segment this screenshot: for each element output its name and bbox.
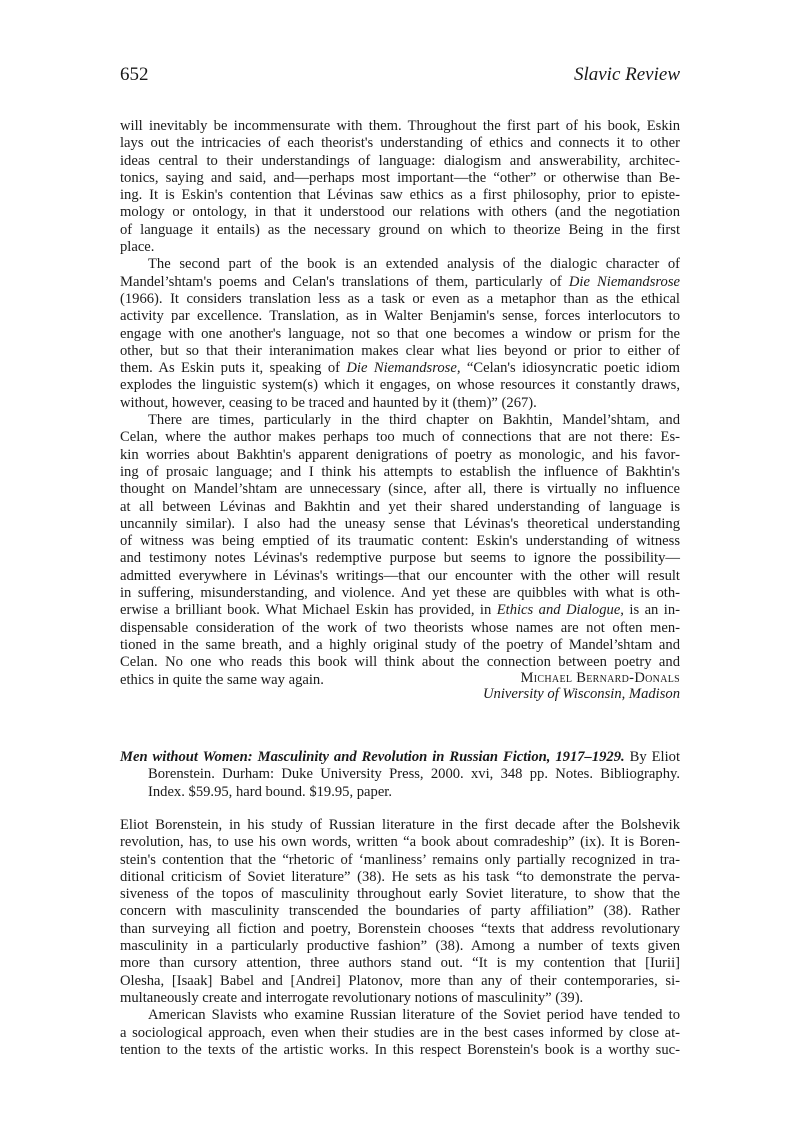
italic-title: Ethics and Dialogue, [496, 602, 624, 619]
page-number: 652 [120, 64, 149, 85]
text-line [120, 447, 680, 464]
text-line [120, 204, 680, 221]
text-line [120, 395, 680, 412]
text-line [120, 869, 680, 886]
text-run: of witness was being emptied of its traumatic content: Eskin's understanding of witness [120, 533, 680, 550]
text-run: dispensable consideration of the work of two theorists whose names are not often men- [120, 619, 680, 636]
text-run: a sociological approach, even when their studies are in the best cases informed by close at- [120, 1024, 680, 1041]
text-line [120, 118, 680, 135]
text-line [120, 817, 680, 834]
text-line [120, 429, 680, 446]
text-run: By Eliot [624, 749, 681, 765]
text-line [120, 274, 680, 291]
text-line [120, 784, 680, 801]
reviewer-name: Michael Bernard-Donals [520, 670, 680, 686]
text-run: in suffering, misunderstanding, and violence. And yet these are quibbles with what is oth- [120, 585, 680, 602]
text-run: tonics, saying and said, and—perhaps most important—the “other” or otherwise than Be- [120, 169, 680, 186]
reviewer-affiliation: University of Wisconsin, Madison [482, 686, 680, 702]
text-line [120, 550, 680, 567]
text-run: them. As Eskin puts it, speaking of [120, 360, 347, 377]
text-run: ethics in quite the same way again. [120, 671, 324, 688]
text-run: Olesha, [Isaak] Babel and [Andrei] Platonov, more than any of their contemporaries, si- [120, 972, 680, 989]
text-line [120, 852, 680, 869]
text-run: There are times, particularly in the third chapter on Bakhtin, Mandel’shtam, and [148, 412, 680, 429]
text-run: “Celan's idiosyncratic poetic idiom [460, 360, 680, 377]
text-run: explodes the linguistic system(s) which it engages, on whose resources it constantly draws, [120, 377, 680, 394]
text-run: lays out the intricacies of each theorist's understanding of ethics and connects it to other [120, 135, 680, 152]
text-line [120, 481, 680, 498]
text-line [120, 291, 680, 308]
text-line [120, 1007, 680, 1024]
text-line [120, 153, 680, 170]
text-run: without, however, ceasing to be traced and haunted by it (them)” (267). [120, 394, 537, 411]
text-line [120, 955, 680, 972]
journal-title: Slavic Review [573, 64, 680, 85]
text-run: revolution, has, to use his own words, written “a book about comradeship” (ix). It is Boren- [120, 834, 680, 851]
text-line [120, 343, 680, 360]
text-line [120, 903, 680, 920]
text-line [120, 1025, 680, 1042]
text-line [120, 973, 680, 990]
text-run: multaneously create and interrogate revolutionary notions of masculinity” (39). [120, 989, 584, 1006]
text-line [120, 637, 680, 654]
text-line [120, 377, 680, 394]
text-run: tention to the texts of the artistic works. In this respect Borenstein's book is a worthy suc- [120, 1041, 680, 1058]
text-run: ing of prosaic language; and I think his attempts to establish the influence of Bakhtin's [120, 463, 680, 480]
text-run: ditional criticism of Soviet literature” (38). He sets as his task “to demonstrate the perva- [120, 868, 680, 885]
reviewer-signature [483, 670, 680, 702]
text-line [120, 749, 680, 766]
text-line [120, 620, 680, 637]
text-run: Borenstein. Durham: Duke University Press, 2000. xvi, 348 pp. Notes. Bibliography. [148, 766, 680, 783]
text-line [120, 239, 680, 256]
text-run: other, but so that their interanimation makes clear what lies beyond or prior to either of [120, 342, 680, 359]
text-line [120, 568, 680, 585]
text-line [120, 834, 680, 851]
text-line [120, 464, 680, 481]
text-line [120, 256, 680, 273]
text-line [120, 170, 680, 187]
book-citation [120, 749, 680, 801]
text-line [120, 602, 680, 619]
text-line [120, 412, 680, 429]
text-run: ideas central to their understandings of language: dialogism and answerability, architec- [120, 152, 680, 169]
text-run: Celan, where the author makes perhaps too much of connections that are not there: Es- [120, 429, 680, 446]
text-line [120, 766, 680, 783]
text-line [120, 308, 680, 325]
text-line [120, 326, 680, 343]
text-run: activity par excellence. Translation, as in Walter Benjamin's sense, forces interlocutors to [120, 308, 680, 325]
text-run: engage with one another's language, not so that one becomes a window or prism for the [120, 325, 680, 342]
text-line [120, 135, 680, 152]
text-line [120, 585, 680, 602]
text-run: uncannily similar). I also had the uneasy sense that Lévinas's theoretical understanding [120, 515, 680, 532]
text-run: The second part of the book is an extended analysis of the dialogic character of [148, 256, 680, 273]
italic-title: Die Niemandsrose [568, 273, 680, 290]
text-line [120, 533, 680, 550]
text-run: concern with masculinity transcended the boundaries of party affiliation” (38). Rather [120, 903, 680, 920]
text-line [120, 1042, 680, 1059]
text-run: siveness of the topos of masculinity throughout early Soviet literature, to show that the [120, 886, 680, 903]
text-run: Celan. No one who reads this book will think about the connection between poetry and [120, 654, 680, 671]
text-run: mology or ontology, in that it understood our relations with others (and the negotiation [120, 204, 680, 221]
review-body-eskin [120, 118, 680, 689]
review-body-borenstein [120, 817, 680, 1059]
text-line [120, 886, 680, 903]
text-run: tioned in the same breath, and a highly original study of the poetry of Mandel’shtam and [120, 636, 680, 653]
text-run: than surveying all fiction and poetry, Borenstein chooses “texts that address revolutionary [120, 920, 680, 937]
text-run: will inevitably be incommensurate with them. Throughout the first part of his book, Eskin [120, 118, 680, 134]
text-run: at all between Lévinas and Bakhtin and yet their shared understanding of language is [120, 498, 680, 515]
text-run: kin worries about Bakhtin's apparent denigrations of poetry as monologic, and his favor- [120, 446, 680, 463]
text-line [120, 360, 680, 377]
text-line [120, 921, 680, 938]
text-run: admitted everywhere in Lévinas's writings—that our encounter with the other will result [120, 567, 680, 584]
book-title: Men without Women: Masculinity and Revolution in Russian Fiction, 1917–1929. [120, 749, 625, 765]
text-run: erwise a brilliant book. What Michael Eskin has provided, in [120, 602, 497, 619]
text-run: Index. $59.95, hard bound. $19.95, paper. [148, 783, 392, 800]
text-line [120, 516, 680, 533]
text-line [120, 654, 680, 671]
text-run: (1966). It considers translation less as a task or even as a metaphor than as the ethical [120, 290, 680, 307]
text-run: ing. It is Eskin's contention that Lévinas saw ethics as a first philosophy, prior to episte- [120, 187, 680, 204]
text-run: stein's contention that the “rhetoric of ‘manliness’ remains only partially recognized in tra- [120, 851, 680, 868]
text-line [120, 222, 680, 239]
text-run: thought on Mandel’shtam are unnecessary (since, after all, there is virtually no influence [120, 481, 680, 498]
text-run: is an in- [623, 602, 680, 619]
text-line [120, 990, 680, 1007]
text-run: masculinity in a particularly productive fashion” (38). Among a number of texts given [120, 938, 680, 955]
text-run: and testimony notes Lévinas's redemptive purpose but seems to ignore the possibility— [120, 550, 680, 567]
text-line [120, 187, 680, 204]
text-run: American Slavists who examine Russian literature of the Soviet period have tended to [148, 1007, 680, 1024]
text-line [120, 938, 680, 955]
text-run: Mandel’shtam's poems and Celan's translations of them, particularly of [120, 273, 569, 290]
text-run: of language it entails) as the necessary ground on which to theorize Being in the first [120, 221, 680, 238]
text-run: place. [120, 239, 155, 256]
text-run: more than cursory attention, three authors stand out. “It is my contention that [Iurii] [120, 955, 680, 972]
text-run: Eliot Borenstein, in his study of Russian literature in the first decade after the Bolshevik [120, 817, 680, 833]
italic-title: Die Niemandsrose, [346, 360, 461, 377]
text-line [120, 499, 680, 516]
